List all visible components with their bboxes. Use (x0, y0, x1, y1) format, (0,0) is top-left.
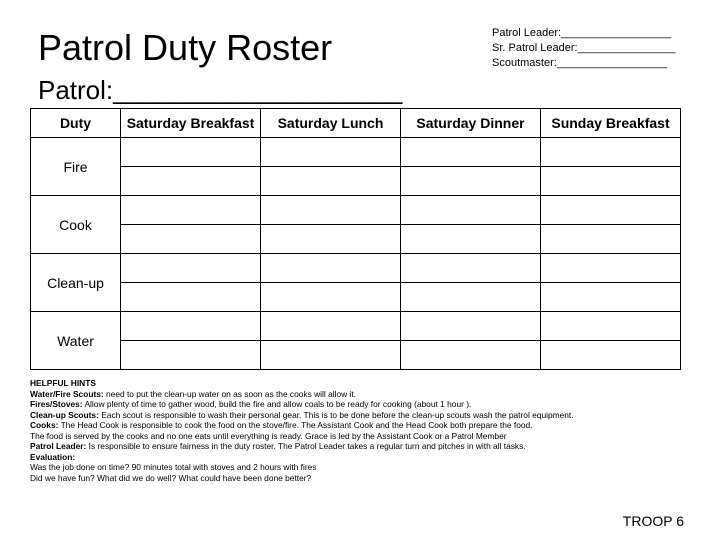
roster-cell[interactable] (541, 341, 681, 370)
roster-cell[interactable] (121, 225, 261, 254)
column-header-saturday-breakfast: Saturday Breakfast (121, 109, 261, 138)
table-row (31, 341, 681, 370)
roster-cell[interactable] (121, 196, 261, 225)
table-row (31, 312, 681, 341)
roster-cell[interactable] (121, 167, 261, 196)
duty-label-cook: Cook (31, 196, 121, 254)
table-header-row (31, 109, 681, 138)
hint-line: Was the job done on time? 90 minutes total with stoves and 2 hours with fires (30, 462, 317, 472)
page-title: Patrol Duty Roster (38, 27, 333, 68)
roster-cell[interactable] (541, 196, 681, 225)
roster-cell[interactable] (261, 225, 401, 254)
scoutmaster-blank: __________________ (556, 57, 667, 69)
roster-cell[interactable] (121, 254, 261, 283)
table-row (31, 283, 681, 312)
hint-line: Evaluation: (30, 451, 76, 462)
roster-cell[interactable] (261, 196, 401, 225)
sr-patrol-leader-line (492, 41, 676, 56)
roster-cell[interactable] (541, 312, 681, 341)
column-header-duty: Duty (31, 109, 121, 138)
roster-cell[interactable] (401, 254, 541, 283)
roster-cell[interactable] (541, 225, 681, 254)
roster-cell[interactable] (401, 341, 541, 370)
sr-patrol-leader-blank: ________________ (577, 42, 676, 54)
table-row (31, 254, 681, 283)
roster-cell[interactable] (121, 341, 261, 370)
sr-patrol-leader-label: Sr. Patrol Leader: (492, 42, 578, 54)
roster-cell[interactable] (261, 254, 401, 283)
duty-label-fire: Fire (31, 138, 121, 196)
duty-label-water: Water (31, 312, 121, 370)
roster-cell[interactable] (261, 283, 401, 312)
patrol-leader-line (492, 26, 676, 41)
roster-cell[interactable] (121, 312, 261, 341)
roster-cell[interactable] (261, 167, 401, 196)
roster-cell[interactable] (261, 138, 401, 167)
hint-line: Patrol Leader: Is responsible to ensure fairness in the duty roster. The Patrol Leader takes a regular turn and pitches in with all tasks. (30, 441, 526, 451)
patrol-blank: ____________________ (113, 75, 403, 105)
roster-cell[interactable] (121, 138, 261, 167)
roster-cell[interactable] (541, 254, 681, 283)
column-header-saturday-dinner: Saturday Dinner (401, 109, 541, 138)
roster-cell[interactable] (401, 196, 541, 225)
scoutmaster-label: Scoutmaster: (492, 57, 557, 69)
roster-cell[interactable] (261, 312, 401, 341)
leaders-block (492, 26, 676, 71)
patrol-label: Patrol: (38, 75, 114, 105)
hints-heading: HELPFUL HINTS (30, 378, 96, 388)
hint-line: Clean-up Scouts: Each scout is responsible to wash their personal gear. This is to be done before the clean-up scouts wash the patrol equipment. (30, 409, 574, 420)
hint-line: Fires/Stoves: Allow plenty of time to gather wood, build the fire and allow coals to be ready for cooking (about 1 hour ). (30, 399, 472, 409)
hint-line: Cooks: The Head Cook is responsible to cook the food on the stove/fire. The Assistant Cook and the Head Cook both prepare the food. (30, 420, 533, 430)
patrol-name-line (38, 74, 402, 106)
roster-cell[interactable] (401, 225, 541, 254)
table-row (31, 138, 681, 167)
table-row (31, 196, 681, 225)
roster-cell[interactable] (401, 138, 541, 167)
column-header-sunday-breakfast: Sunday Breakfast (541, 109, 681, 138)
roster-cell[interactable] (401, 312, 541, 341)
roster-cell[interactable] (541, 138, 681, 167)
helpful-hints (30, 378, 690, 483)
scoutmaster-line (492, 56, 676, 71)
hint-line: Did we have fun? What did we do well? What could have been done better? (30, 472, 312, 483)
roster-cell[interactable] (541, 283, 681, 312)
roster-cell[interactable] (261, 341, 401, 370)
table-row (31, 225, 681, 254)
duty-roster-table (30, 108, 681, 370)
hint-line: The food is served by the cooks and no one eats until everything is ready. Grace is led by the Assistant Cook or a Patrol Member (30, 430, 507, 441)
troop-footer: TROOP 6 (622, 513, 684, 529)
column-header-saturday-lunch: Saturday Lunch (261, 109, 401, 138)
table-row (31, 167, 681, 196)
patrol-leader-label: Patrol Leader: (492, 27, 562, 39)
roster-cell[interactable] (121, 283, 261, 312)
roster-cell[interactable] (401, 283, 541, 312)
roster-cell[interactable] (401, 167, 541, 196)
patrol-leader-blank: __________________ (561, 27, 672, 39)
duty-label-clean-up: Clean-up (31, 254, 121, 312)
hint-line: Water/Fire Scouts: need to put the clean-up water on as soon as the cooks will allow it. (30, 388, 357, 399)
roster-cell[interactable] (541, 167, 681, 196)
